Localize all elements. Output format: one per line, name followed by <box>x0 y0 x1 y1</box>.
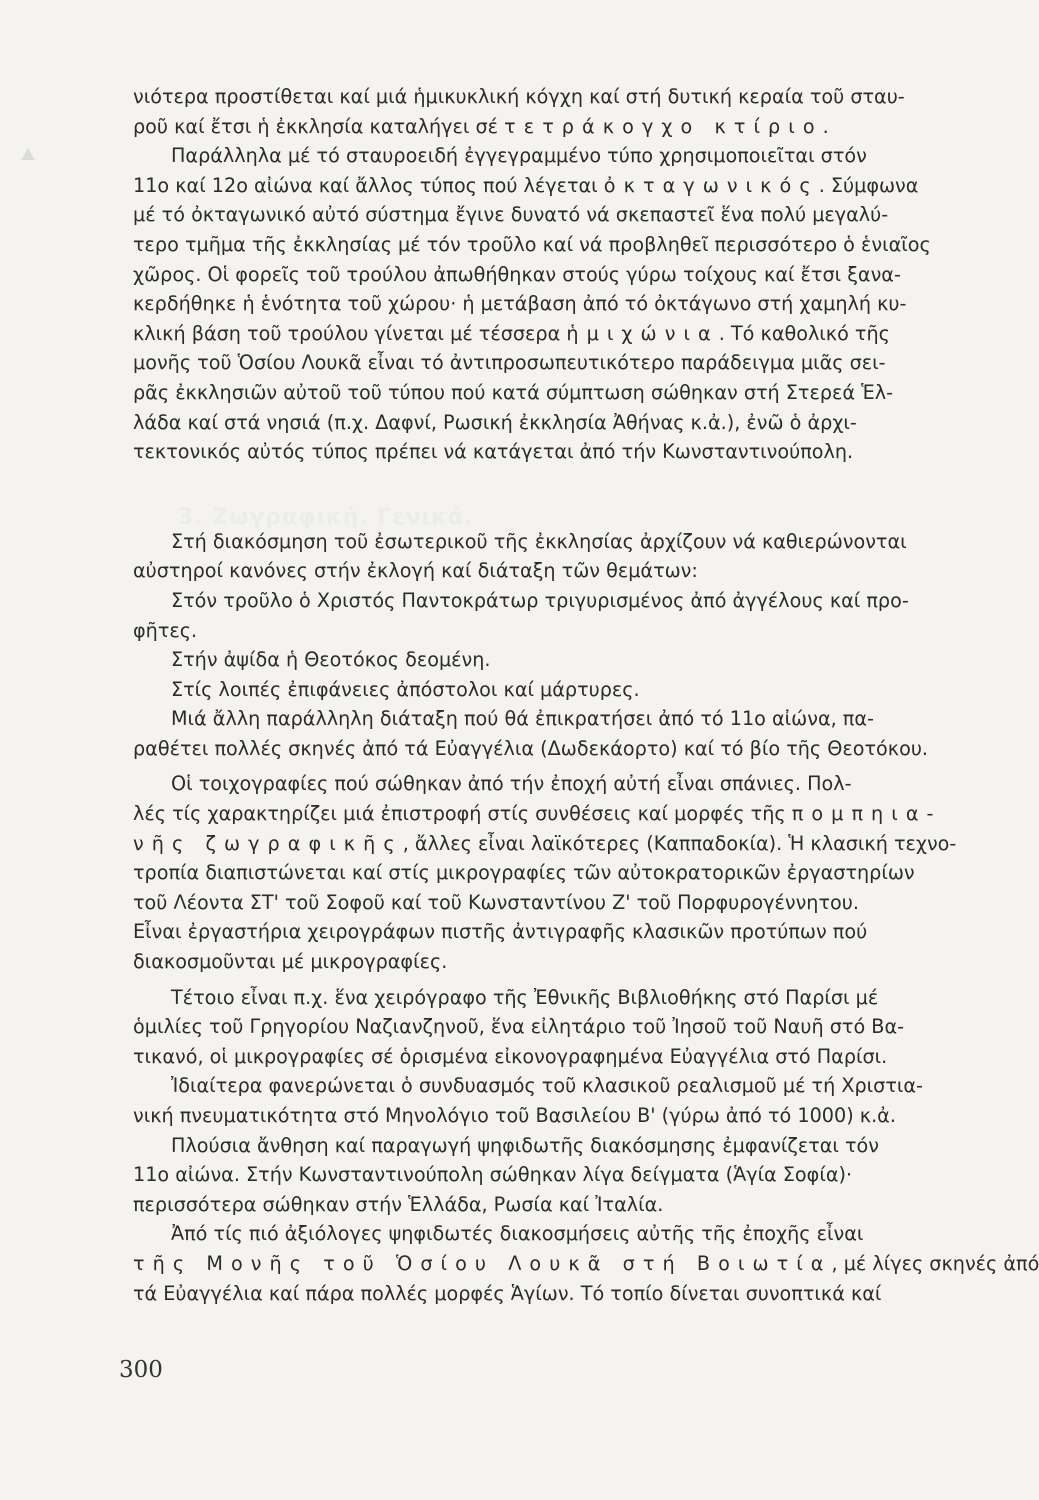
bullet-3 <box>133 675 963 705</box>
spaced-term: τῆς Μονῆς τοῦ Ὁσίου Λουκᾶ στή Βοιωτία <box>133 1251 832 1275</box>
line-text: κλική βάση τοῦ τρούλου γίνεται μέ τέσσερα <box>133 321 567 345</box>
paragraph-2 <box>133 141 963 467</box>
line-text: . Τό καθολικό τῆς <box>718 321 890 345</box>
line: διακοσμοῦνται μέ μικρογραφίες. <box>133 950 448 974</box>
paragraph-6 <box>133 1071 963 1130</box>
spaced-term: ὀκταγωνικός <box>603 173 819 197</box>
triangle-marker-icon <box>21 148 35 160</box>
line <box>133 112 963 142</box>
heading-spacer <box>133 467 963 527</box>
line: περισσότερα σώθηκαν στήν Ἑλλάδα, Ρωσία καί Ἰταλία. <box>133 1192 664 1216</box>
section-heading: 3. Ζωγραφική. Γενικά. <box>178 505 474 530</box>
line <box>133 171 963 201</box>
line-text: λές τίς χαρακτηρίζει μιά ἐπιστροφή στίς συνθέσεις καί μορφές τῆς <box>133 802 792 826</box>
line: νική πνευματικότητα στό Μηνολόγιο τοῦ Βασιλείου Β' (γύρω ἀπό τό 1000) κ.ἀ. <box>133 1104 896 1127</box>
paragraph-5 <box>133 983 963 1072</box>
paragraph-3 <box>133 527 963 586</box>
line <box>133 829 963 859</box>
line: τά Εὐαγγέλια καί πάρα πολλές μορφές Ἁγίων. Τό τοπίο δίνεται συνοπτικά καί <box>133 1281 882 1305</box>
line: μονῆς τοῦ Ὁσίου Λουκᾶ εἶναι τό ἀντιπροσωπευτικότερο παράδειγμα μιᾶς σει- <box>133 351 886 375</box>
line-text: , μέ λίγες σκηνές ἀπό <box>831 1251 1039 1275</box>
bullet-4 <box>133 704 963 763</box>
line: Εἶναι ἐργαστήρια χειρογράφων πιστῆς ἀντιγραφῆς κλασικῶν προτύπων πού <box>133 920 868 944</box>
line: Παράλληλα μέ τό σταυροειδή ἐγγεγραμμένο τύπο χρησιμοποιεῖται στόν <box>171 144 867 168</box>
line: τροπία διαπιστώνεται καί στίς μικρογραφίες τῶν αὐτοκρατορικῶν ἐργαστηρίων <box>133 861 915 885</box>
spaced-term: νῆς ζωγραφικῆς <box>133 831 403 855</box>
page-number: 300 <box>119 1357 163 1383</box>
line: φῆτες. <box>133 618 198 642</box>
line: μέ τό ὀκταγωνικό αὐτό σύστημα ἔγινε δυνατό νά σκεπαστεῖ ἕνα πολύ μεγαλύ- <box>133 203 889 227</box>
line-text: 11ο καί 12ο αἰώνα καί ἄλλος τύπος πού λέγεται <box>133 173 604 197</box>
line: Πλούσια ἄνθηση καί παραγωγή ψηφιδωτῆς διακόσμησης ἐμφανίζεται τόν <box>171 1133 880 1157</box>
line: Τέτοιο εἶναι π.χ. ἕνα χειρόγραφο τῆς Ἐθνικῆς Βιβλιοθήκης στό Παρίσι μέ <box>171 985 879 1009</box>
spaced-term: ἡμιχώνια <box>566 321 719 345</box>
paragraph-8 <box>133 1219 1039 1308</box>
line: αὐστηροί κανόνες στήν ἐκλογή καί διάταξη τῶν θεμάτων: <box>133 559 698 583</box>
bullet-2 <box>133 645 963 675</box>
body-text <box>133 82 1039 1308</box>
line: χῶρος. Οἱ φορεῖς τοῦ τρούλου ἀπωθήθηκαν στούς γύρω τοίχους καί ἔτσι ξανα- <box>133 262 901 286</box>
line: τερο τμῆμα τῆς ἐκκλησίας μέ τόν τροῦλο καί νά προβληθεῖ περισσότερο ὁ ἑνιαῖος <box>133 232 931 256</box>
line-text: , ἄλλες εἶναι λαϊκότερες (Καππαδοκία). Ἡ κλασική τεχνο- <box>402 831 957 855</box>
line: Οἱ τοιχογραφίες πού σώθηκαν ἀπό τήν ἐποχή αὐτή εἶναι σπάνιες. Πολ- <box>171 772 852 796</box>
line: Μιά ἄλλη παράλληλη διάταξη πού θά ἐπικρατήσει ἀπό τό 11ο αἰώνα, πα- <box>171 707 874 731</box>
line: ὁμιλίες τοῦ Γρηγορίου Ναζιανζηνοῦ, ἕνα εἰλητάριο τοῦ Ἰησοῦ τοῦ Ναυῆ στό Βα- <box>133 1015 905 1039</box>
line: Στή διακόσμηση τοῦ ἐσωτερικοῦ τῆς ἐκκλησίας ἀρχίζουν νά καθιερώνονται <box>171 529 907 553</box>
line: λάδα καί στά νησιά (π.χ. Δαφνί, Ρωσική ἐκκλησία Ἀθήνας κ.ἀ.), ἐνῶ ὁ ἀρχι- <box>133 410 857 434</box>
line: ραθέτει πολλές σκηνές ἀπό τά Εὐαγγέλια (Δωδεκάορτο) καί τό βίο τῆς Θεοτόκου. <box>133 736 929 760</box>
line-text: ροῦ καί ἔτσι ἡ ἐκκλησία καταλήγει σέ <box>133 114 505 138</box>
line: ρᾶς ἐκκλησιῶν αὐτοῦ τοῦ τύπου πού κατά σύμπτωση σώθηκαν στή Στερεά Ἑλ- <box>133 380 894 404</box>
line: Στίς λοιπές ἐπιφάνειες ἀπόστολοι καί μάρτυρες. <box>171 677 640 701</box>
line-text: . Σύμφωνα <box>818 173 919 197</box>
line: Ἰδιαίτερα φανερώνεται ὁ συνδυασμός τοῦ κλασικοῦ ρεαλισμοῦ μέ τή Χριστια- <box>171 1074 923 1098</box>
line: τεκτονικός αὐτός τύπος πρέπει νά κατάγεται ἀπό τήν Κωνσταντινούπολη. <box>133 440 854 464</box>
line: τοῦ Λέοντα ΣΤ' τοῦ Σοφοῦ καί τοῦ Κωνσταντίνου Ζ' τοῦ Πορφυρογέννητου. <box>133 890 859 914</box>
paragraph-1 <box>133 82 963 141</box>
paragraph-7 <box>133 1131 963 1220</box>
spaced-term: τετράκογχο κτίριο. <box>504 114 837 138</box>
line <box>133 319 963 349</box>
line: τικανό, οἱ μικρογραφίες σέ ὁρισμένα εἰκονογραφημένα Εὐαγγέλια στό Παρίσι. <box>133 1044 888 1068</box>
line: νιότερα προστίθεται καί μιά ἡμικυκλική κόγχη καί στή δυτική κεραία τοῦ σταυ- <box>133 85 905 108</box>
line: Στήν ἀψίδα ἡ Θεοτόκος δεομένη. <box>171 648 491 672</box>
spaced-term: πομπηια- <box>791 802 942 826</box>
line: κερδήθηκε ἡ ἑνότητα τοῦ χώρου· ἡ μετάβαση ἀπό τό ὀκτάγωνο στή χαμηλή κυ- <box>133 292 907 316</box>
line: Ἀπό τίς πιό ἀξιόλογες ψηφιδωτές διακοσμήσεις αὐτῆς τῆς ἐποχῆς εἶναι <box>171 1222 864 1246</box>
bullet-1 <box>133 586 963 645</box>
paragraph-4 <box>133 769 963 976</box>
line: Στόν τροῦλο ὁ Χριστός Παντοκράτωρ τριγυρισμένος ἀπό ἀγγέλους καί προ- <box>171 588 909 612</box>
line <box>133 799 963 829</box>
line: 11ο αἰώνα. Στήν Κωνσταντινούπολη σώθηκαν λίγα δείγματα (Ἁγία Σοφία)· <box>133 1163 853 1187</box>
line <box>133 1249 1039 1279</box>
